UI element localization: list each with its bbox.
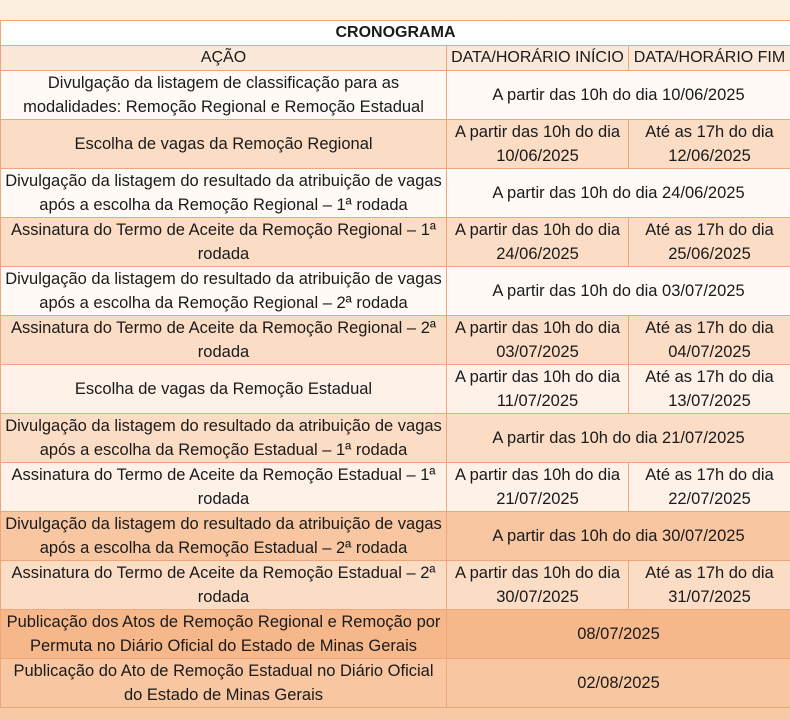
date-cell: A partir das 10h do dia 03/07/2025 (447, 267, 790, 316)
action-cell: Assinatura do Termo de Aceite da Remoção Estadual – 1ª rodada (1, 463, 447, 512)
table-row (1, 120, 790, 169)
table-row (1, 316, 790, 365)
end-cell: Até as 17h do dia 04/07/2025 (629, 316, 790, 365)
table-row (1, 365, 790, 414)
action-cell: Assinatura do Termo de Aceite da Remoção Estadual – 2ª rodada (1, 561, 447, 610)
date-cell: 08/07/2025 (447, 610, 790, 659)
end-cell: Até as 17h do dia 31/07/2025 (629, 561, 790, 610)
date-cell: A partir das 10h do dia 21/07/2025 (447, 414, 790, 463)
action-cell: Escolha de vagas da Remoção Estadual (1, 365, 447, 414)
table-title: CRONOGRAMA (1, 21, 790, 46)
table-row (1, 71, 790, 120)
date-cell: A partir das 10h do dia 30/07/2025 (447, 512, 790, 561)
title-row (1, 21, 790, 46)
start-cell: A partir das 10h do dia 24/06/2025 (447, 218, 629, 267)
date-cell: 02/08/2025 (447, 659, 790, 708)
table-row (1, 169, 790, 218)
action-cell: Divulgação da listagem de classificação para as modalidades: Remoção Regional e Remoção Estadual (1, 71, 447, 120)
header-end: DATA/HORÁRIO FIM (629, 46, 790, 71)
end-cell: Até as 17h do dia 22/07/2025 (629, 463, 790, 512)
table-row (1, 561, 790, 610)
action-cell: Publicação dos Atos de Remoção Regional e Remoção por Permuta no Diário Oficial do Estado de Minas Gerais (1, 610, 447, 659)
start-cell: A partir das 10h do dia 10/06/2025 (447, 120, 629, 169)
action-cell: Assinatura do Termo de Aceite da Remoção Regional – 1ª rodada (1, 218, 447, 267)
action-cell: Escolha de vagas da Remoção Regional (1, 120, 447, 169)
schedule-table (0, 20, 790, 708)
start-cell: A partir das 10h do dia 30/07/2025 (447, 561, 629, 610)
table-row (1, 659, 790, 708)
action-cell: Divulgação da listagem do resultado da atribuição de vagas após a escolha da Remoção Estadual – 2ª rodada (1, 512, 447, 561)
action-cell: Divulgação da listagem do resultado da atribuição de vagas após a escolha da Remoção Regional – 2ª rodada (1, 267, 447, 316)
date-cell: A partir das 10h do dia 10/06/2025 (447, 71, 790, 120)
end-cell: Até as 17h do dia 13/07/2025 (629, 365, 790, 414)
table-row (1, 414, 790, 463)
action-cell: Publicação do Ato de Remoção Estadual no Diário Oficial do Estado de Minas Gerais (1, 659, 447, 708)
action-cell: Assinatura do Termo de Aceite da Remoção Regional – 2ª rodada (1, 316, 447, 365)
end-cell: Até as 17h do dia 25/06/2025 (629, 218, 790, 267)
table-row (1, 218, 790, 267)
header-start: DATA/HORÁRIO INÍCIO (447, 46, 629, 71)
table-row (1, 463, 790, 512)
action-cell: Divulgação da listagem do resultado da atribuição de vagas após a escolha da Remoção Estadual – 1ª rodada (1, 414, 447, 463)
end-cell: Até as 17h do dia 12/06/2025 (629, 120, 790, 169)
table-row (1, 512, 790, 561)
date-cell: A partir das 10h do dia 24/06/2025 (447, 169, 790, 218)
header-row (1, 46, 790, 71)
table-row (1, 610, 790, 659)
start-cell: A partir das 10h do dia 03/07/2025 (447, 316, 629, 365)
action-cell: Divulgação da listagem do resultado da atribuição de vagas após a escolha da Remoção Regional – 1ª rodada (1, 169, 447, 218)
header-action: AÇÃO (1, 46, 447, 71)
start-cell: A partir das 10h do dia 11/07/2025 (447, 365, 629, 414)
table-row (1, 267, 790, 316)
start-cell: A partir das 10h do dia 21/07/2025 (447, 463, 629, 512)
